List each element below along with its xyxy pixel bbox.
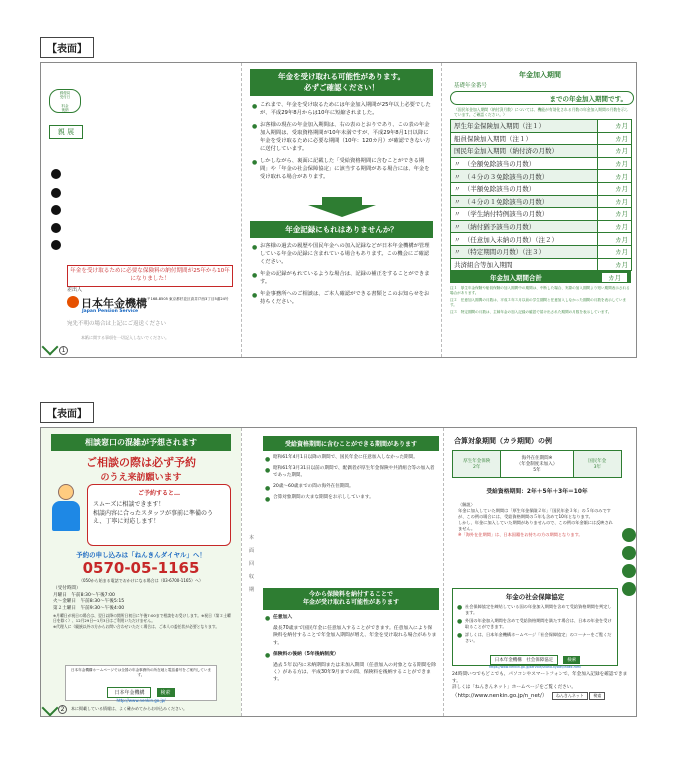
notice-title: 年金を受け取れる可能性があります。 必ずご確認ください！ (250, 69, 433, 96)
period-row-label: 〃 （任意加入未納の月数）（注２） (451, 233, 598, 246)
sender-label: 差出人 (67, 287, 83, 293)
hours-label: （受付時間） (53, 586, 81, 591)
period-row-unit: カ月 (598, 157, 632, 170)
notice-para: ● これまで、年金を受け取るためには年金加入期間が25年以上必要でしたが、平成29年8月からは10年に短縮されました。 (252, 102, 431, 118)
net-text: 詳しくは「ねんきんネット」ホームページをご覧ください。 (452, 685, 576, 691)
punch-hole (51, 240, 61, 250)
period-row (451, 170, 632, 183)
until-box (450, 91, 634, 105)
eligibility-para: ● 合算対象期間の大まな期間をお示ししています。 (265, 495, 437, 502)
period-row-unit: カ月 (598, 245, 632, 258)
period-row-label: 共済組合等加入期間 (451, 258, 598, 271)
hp-url[interactable]: http://www.nenkin.go.jp/ (116, 698, 166, 704)
period-row-unit: カ月 (598, 220, 632, 233)
period-row-unit: カ月 (598, 182, 632, 195)
hours-block (53, 586, 233, 629)
kara-formula: 受給資格期間：2年＋5年＋3年＝10年 (486, 489, 588, 495)
agreement-item: ● 詳しくは、日本年金機構ホームページ「社会保障協定」のコーナーをご覧ください。 (457, 632, 613, 644)
down-arrow-head-icon (308, 205, 376, 217)
period-table (450, 119, 632, 271)
hours-line: 第２土曜日 午前9:30～午後4:00 (53, 605, 125, 611)
staff-head-icon (58, 484, 74, 500)
period-row-label: 〃 （特定期間の月数）（注３） (451, 245, 598, 258)
period-row (451, 145, 632, 158)
org-address: 〒168-8505 東京都杉並区高井戸西3丁目5番24号 (147, 297, 229, 301)
period-row-unit: カ月 (598, 233, 632, 246)
decor-circle-icon (622, 564, 636, 578)
busy-banner: 相談窓口の混雑が予想されます (51, 434, 231, 451)
payment-title: 今から保険料を納付することで 年金が受け取れる可能性があります (263, 588, 439, 610)
period-row (451, 208, 632, 221)
decor-circle-icon (622, 546, 636, 560)
period-total-unit: カ月 (602, 273, 627, 282)
period-row-unit: カ月 (598, 208, 632, 221)
period-footnotes (442, 283, 637, 314)
kara-box-employees: 厚生年金保険 2年 (452, 450, 501, 478)
payment-para: 最長70歳まで国民年金に任意加入することができます。任意加入により保険料を納付することで年金加入期間が増え、年金を受け取れる場合があります。 (273, 626, 437, 646)
punch-hole (51, 169, 61, 179)
pension-logo-icon (67, 296, 79, 308)
notice-para: ● お客様の現在の年金加入期間は、右の表のとおりであり、この表の年金加入期間は、受取資格期間が10年未満ですが、平成29年8月1日以降に年金を受け取るために必要な期間（10年：120カ月）が確認できない方に送付しています。 (252, 122, 431, 154)
warning-text: 年金を受け取るために必要な保険料の納付期間が25年から10年になりました！ (70, 268, 230, 282)
notice-column (241, 63, 441, 357)
org-english: Japan Pension Service (82, 309, 139, 314)
kara-explain (458, 502, 616, 539)
eligibility-para: ● 20歳～60歳までの間の海外在住期間。 (265, 484, 437, 491)
eligibility-para: ● 昭和61年3月31日以前の期間で、配偶者が厚生年金保険や共済組合等の加入者であった期間。 (265, 466, 437, 480)
net-block (452, 672, 632, 701)
explain-label: 〈解説〉 (458, 502, 475, 507)
eligibility-column (263, 428, 443, 716)
period-row-label: 〃 （全額免除該当の月数） (451, 157, 598, 170)
period-row-label: 国民年金加入期間（納付済の月数） (451, 145, 598, 158)
kara-timeline (452, 450, 622, 478)
payment-body (265, 614, 437, 684)
page-number: 2 (58, 705, 67, 714)
period-row (451, 120, 632, 133)
payment-head: ● 任意加入 (265, 614, 437, 621)
explain-text: ※「海外在住期間」は、日本国籍をお持ちの方の期間となります。 (458, 532, 583, 538)
net-search-box[interactable]: ねんきんネット (552, 692, 588, 700)
down-arrow-icon (322, 197, 362, 205)
phone-note: （050から始まる電話でおかけになる場合は（03-6700-1165）へ） (79, 578, 203, 583)
contact-column (41, 428, 241, 716)
period-row-unit: カ月 (598, 195, 632, 208)
net-search-button[interactable]: 検索 (589, 692, 605, 700)
period-row (451, 233, 632, 246)
records-para: ● 年金事務所へのご相談は、ご本人確認ができる書類とこのお知らせをお持ちください。 (252, 291, 431, 307)
kara-box-overseas: 海外在住期間※ （年金制度未加入） 5年 (501, 450, 573, 478)
agreement-item: ● 外国の年金加入期間を含めて受給資格期間を満たす場合は、日本の年金を受け取ることができます。 (457, 618, 613, 630)
period-row-label: 厚生年金保険加入期間（注１） (451, 120, 598, 133)
merit-title: ご予約すると… (137, 490, 180, 497)
period-row-label: 〃 （半額免除該当の月数） (451, 182, 598, 195)
pension-number-label: 基礎年金番号 (454, 83, 488, 89)
notice-body (242, 96, 441, 181)
hours-note: ※月曜日が祝日の場合は、翌日以降の開所日初日に午後7:00まで相談をお受けします。※祝日（第２土曜日を除く）、12月29日～1月3日はご利用いただけません。 (53, 612, 231, 624)
bottom-note: 本に掲載している情報は、よく確かめてからお申込みください。 (71, 706, 187, 711)
examples-column (443, 428, 637, 716)
until-text: までの年金加入期間です。 (549, 95, 627, 103)
agreement-url[interactable]: https://www.nenkin.go.jp/service/shaho-kyotei/index.html (489, 665, 581, 669)
dial-label: 予約の申し込みは「ねんきんダイヤル」へ！ (76, 551, 206, 559)
period-row-unit: カ月 (598, 132, 632, 145)
period-row-unit: カ月 (598, 258, 632, 271)
punch-hole (51, 205, 61, 215)
confidential-label: 親 展 (57, 128, 75, 136)
agreement-search-button[interactable]: 検索 (563, 656, 580, 664)
hours-line: 月曜日 午前8:30～午後7:00 (53, 592, 115, 598)
period-row-unit: カ月 (598, 120, 632, 133)
nav-arrow-icon (42, 700, 59, 716)
agent-note: ※代理人に（親族以外の方からお問い合わせいただく場合は、ご本人の委任状が必要となります。 (53, 623, 220, 629)
records-body (252, 243, 431, 311)
nav-arrow-icon (42, 339, 59, 356)
period-row (451, 245, 632, 258)
vertical-strip (241, 428, 263, 716)
agreement-search-box[interactable]: 日本年金機構 社会保障協定 (490, 655, 559, 665)
records-para: ● お客様の過去の履歴や国民年金への加入記録などが日本年金機構が管理している年金の記録に含まれている場合もあります。この機会にご確認ください。 (252, 243, 431, 267)
period-column (441, 63, 637, 357)
sheet-front-2 (40, 427, 637, 717)
label-front-1: 【表面】 (40, 37, 94, 58)
hp-label: 日本年金機構ホームページでは全国の年金事務所の所在地と電話番号をご案内しています。 (70, 668, 212, 677)
hours-line: 火～金曜日 午前8:30～午後5:15 (53, 599, 125, 605)
vertical-text: 本 面 回 収 期 (249, 535, 255, 593)
period-row (451, 132, 632, 145)
postage-stamp-text: 郵便局 受付日 料金 後納 (59, 91, 71, 112)
period-row-label: 船員保険加入期間（注１） (451, 132, 598, 145)
hp-search-box[interactable]: 日本年金機構 (107, 687, 151, 698)
net-text: 24時間いつでもどこでも、パソコンやスマートフォンで、年金加入記録を確認できます。 (452, 672, 628, 684)
period-row (451, 258, 632, 271)
period-row (451, 157, 632, 170)
footnote: 注２ 任意加入期間の月数は、平成３年３月以前の学生期間と任意加入しなかった期間の月数を表示しています。 (450, 297, 627, 307)
org-name: 日本年金機構 (81, 297, 147, 310)
footnote: 注３ 特定期間の月数は、主婦年金の加入記録の確認で届け出された期間の月数を表示しています。 (450, 309, 612, 314)
merit-box (87, 484, 231, 546)
period-row (451, 182, 632, 195)
period-row-unit: カ月 (598, 145, 632, 158)
kara-box-national: 国民年金 3年 (574, 450, 622, 478)
agreement-item: ● 社会保障協定を締結している国の年金加入期間を含めて受給資格期間を判定します。 (457, 604, 613, 616)
records-para: ● 年金の記録がもれているような場合は、記録の補正をすることができます。 (252, 271, 431, 287)
period-total-bar (450, 271, 631, 283)
records-title: 年金記録にもれはありませんか？ (250, 221, 433, 238)
eligibility-body (263, 451, 443, 501)
period-row (451, 220, 632, 233)
staff-illustration (49, 484, 83, 532)
eligibility-para: ● 昭和61年4月1日以降の期間で、国民年金に任意加入しなかった期間。 (265, 455, 437, 462)
period-row-unit: カ月 (598, 170, 632, 183)
hp-box (65, 665, 217, 704)
period-total-label: 年金加入期間合計 (490, 274, 542, 283)
footer-note: 本紙に関する事項を一切記入しないでください。 (81, 335, 169, 340)
explain-text: 年金に加入していた期間は「厚生年金保険２年」「国民年金３年」の５年のみですが、この例の場合には、受給資格期間の５年も含めて10年となります。 (458, 508, 611, 520)
period-title: 年金加入期間 (519, 71, 561, 79)
net-url[interactable]: （http://www.nenkin.go.jp/n_net/） (452, 692, 548, 699)
merit-item: 相談内容に合ったスタッフが事前に準備のうえ、丁寧に対応します！ (93, 510, 214, 526)
explain-text: しかし、年金に加入していた期間がありませんので、この例の年金額には反映されません。 (458, 520, 613, 532)
period-row-label: 〃 （納付猶予該当の月数） (451, 220, 598, 233)
period-row-label: 〃 （４分の３免除該当の月数） (451, 170, 598, 183)
label-front-2: 【表面】 (40, 402, 94, 423)
decor-circle-icon (622, 582, 636, 596)
hp-search-button[interactable]: 検索 (157, 688, 175, 697)
reserve-head2: のうえ来訪願います (100, 473, 182, 483)
payment-head: ● 保険料の後納（5年後納制度） (265, 651, 437, 658)
period-row-label: 〃 （学生納付特例該当の月数） (451, 208, 598, 221)
page-number: 1 (59, 346, 68, 355)
merit-item: スムーズに相談できます！ (93, 501, 165, 508)
agreement-title: 年金の社会保障協定 (505, 593, 565, 601)
kara-title: 合算対象期間（カラ期間）の例 (454, 437, 552, 445)
footnote: 注１ 厚生年金保険や船員保険の加入期間中の期間は、中断した場合、実際の加入期間より短い期間表示される場合があります。 (450, 286, 630, 295)
punch-hole (51, 188, 61, 198)
envelope-column (41, 63, 241, 357)
staff-body-icon (52, 501, 80, 531)
payment-para: 過去５年以内に未納期間または未加入期間（任意加入の対象となる期間を除く）がある方は、平成30年9月までの間、保険料を後納することができます。 (273, 662, 437, 683)
reserve-head: ご相談の際は必ず予約 (86, 456, 196, 469)
punch-hole (51, 223, 61, 233)
notice-para: ● しかしながら、裏面に記載した「受給資格期間に含むことができる期間」や「年金の社会保障協定」に該当する期間がある場合には、年金を受け取れる場合があります。 (252, 158, 431, 182)
sheet-front-1 (40, 62, 637, 358)
return-note: 宛先不明の場合は上記にご返送ください (67, 321, 167, 327)
eligibility-title: 受給資格期間に含むことができる期間があります (263, 436, 439, 451)
period-row-label: 〃 （４分の１免除該当の月数） (451, 195, 598, 208)
phone-number[interactable]: 0570-05-1165 (82, 559, 200, 577)
period-note: （国民年金加入期間（納付済月数）については、機能が有効化される月数の年金加入期間の月数を示しています。ご確認ください。） (454, 107, 629, 118)
agreement-box (452, 588, 618, 669)
period-row (451, 195, 632, 208)
decor-circle-icon (622, 528, 636, 542)
